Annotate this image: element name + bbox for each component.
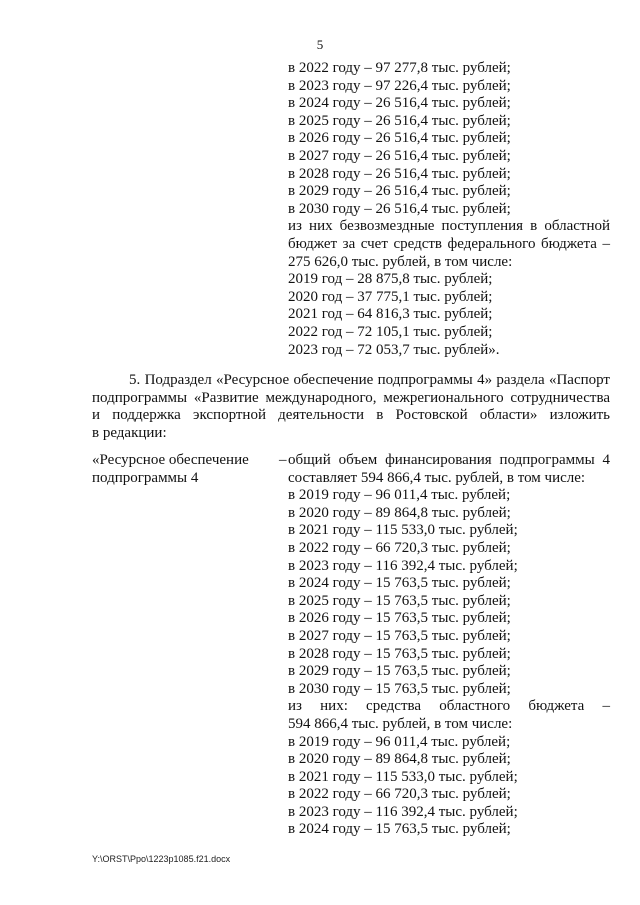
year-line: в 2023 году – 97 226,4 тыс. рублей; bbox=[288, 77, 511, 94]
total-intro-line: общий объем финансирования подпрограммы 4 bbox=[288, 452, 610, 468]
total-year-line: в 2019 году – 96 011,4 тыс. рублей; bbox=[288, 487, 511, 504]
year-line: в 2029 году – 26 516,4 тыс. рублей; bbox=[288, 183, 511, 200]
federal-year-line: 2023 год – 72 053,7 тыс. рублей». bbox=[288, 341, 500, 358]
resource-label-line: «Ресурсное обеспечение bbox=[92, 452, 249, 468]
section-5-paragraph bbox=[92, 372, 610, 442]
funding-continuation-block bbox=[288, 60, 610, 359]
total-year-line: в 2025 году – 15 763,5 тыс. рублей; bbox=[288, 592, 511, 609]
total-year-line: в 2028 году – 15 763,5 тыс. рублей; bbox=[288, 645, 511, 662]
regional-year-line: в 2020 году – 89 864,8 тыс. рублей; bbox=[288, 751, 511, 768]
federal-intro-line: бюджет за счет средств федерального бюджета – bbox=[288, 235, 610, 252]
resource-dash: – bbox=[279, 452, 287, 468]
total-year-line: в 2030 году – 15 763,5 тыс. рублей; bbox=[288, 680, 511, 697]
year-line: в 2030 году – 26 516,4 тыс. рублей; bbox=[288, 200, 511, 217]
year-line: в 2028 году – 26 516,4 тыс. рублей; bbox=[288, 165, 511, 182]
total-year-line: в 2020 году – 89 864,8 тыс. рублей; bbox=[288, 504, 511, 521]
federal-year-line: 2020 год – 37 775,1 тыс. рублей; bbox=[288, 288, 493, 305]
total-year-line: в 2024 году – 15 763,5 тыс. рублей; bbox=[288, 575, 511, 592]
total-year-line: в 2027 году – 15 763,5 тыс. рублей; bbox=[288, 627, 511, 644]
federal-year-line: 2019 год – 28 875,8 тыс. рублей; bbox=[288, 271, 493, 288]
total-year-line: в 2021 году – 115 533,0 тыс. рублей; bbox=[288, 522, 518, 539]
total-year-line: в 2023 году – 116 392,4 тыс. рублей; bbox=[288, 557, 518, 574]
section-line: подпрограммы «Развитие международного, межрегионального сотрудничества bbox=[92, 389, 610, 406]
total-year-line: в 2022 году – 66 720,3 тыс. рублей; bbox=[288, 539, 511, 556]
section-line: и поддержка экспортной деятельности в Ростовской области» изложить bbox=[92, 407, 610, 424]
section-line: в редакции: bbox=[92, 424, 167, 441]
resource-label bbox=[92, 452, 277, 487]
section-line: 5. Подраздел «Ресурсное обеспечение подпрограммы 4» раздела «Паспорт bbox=[129, 372, 610, 388]
year-line: в 2022 году – 97 277,8 тыс. рублей; bbox=[288, 60, 511, 76]
regional-intro-line: 594 866,4 тыс. рублей, в том числе: bbox=[288, 715, 513, 732]
regional-intro-line: из них: средства областного бюджета – bbox=[288, 698, 610, 715]
total-intro-line: составляет 594 866,4 тыс. рублей, в том числе: bbox=[288, 469, 586, 486]
resource-label-line: подпрограммы 4 bbox=[92, 469, 199, 486]
federal-year-line: 2022 год – 72 105,1 тыс. рублей; bbox=[288, 323, 493, 340]
page-number: 5 bbox=[316, 37, 324, 52]
federal-year-line: 2021 год – 64 816,3 тыс. рублей; bbox=[288, 306, 493, 323]
regional-year-line: в 2024 году – 15 763,5 тыс. рублей; bbox=[288, 821, 511, 838]
file-path-footer: Y:\ORST\Ppo\1223p1085.f21.docx bbox=[92, 854, 231, 864]
federal-intro-line: 275 626,0 тыс. рублей, в том числе: bbox=[288, 253, 513, 270]
total-year-line: в 2029 году – 15 763,5 тыс. рублей; bbox=[288, 663, 511, 680]
regional-year-line: в 2019 году – 96 011,4 тыс. рублей; bbox=[288, 733, 511, 750]
total-year-line: в 2026 году – 15 763,5 тыс. рублей; bbox=[288, 610, 511, 627]
year-line: в 2027 году – 26 516,4 тыс. рублей; bbox=[288, 147, 511, 164]
regional-year-line: в 2023 году – 116 392,4 тыс. рублей; bbox=[288, 803, 518, 820]
regional-year-line: в 2022 году – 66 720,3 тыс. рублей; bbox=[288, 786, 511, 803]
year-line: в 2024 году – 26 516,4 тыс. рублей; bbox=[288, 95, 511, 112]
year-line: в 2026 году – 26 516,4 тыс. рублей; bbox=[288, 130, 511, 147]
regional-year-line: в 2021 году – 115 533,0 тыс. рублей; bbox=[288, 768, 518, 785]
resource-values bbox=[288, 452, 610, 839]
year-line: в 2025 году – 26 516,4 тыс. рублей; bbox=[288, 112, 511, 129]
federal-intro-line: из них безвозмездные поступления в областной bbox=[288, 218, 610, 235]
